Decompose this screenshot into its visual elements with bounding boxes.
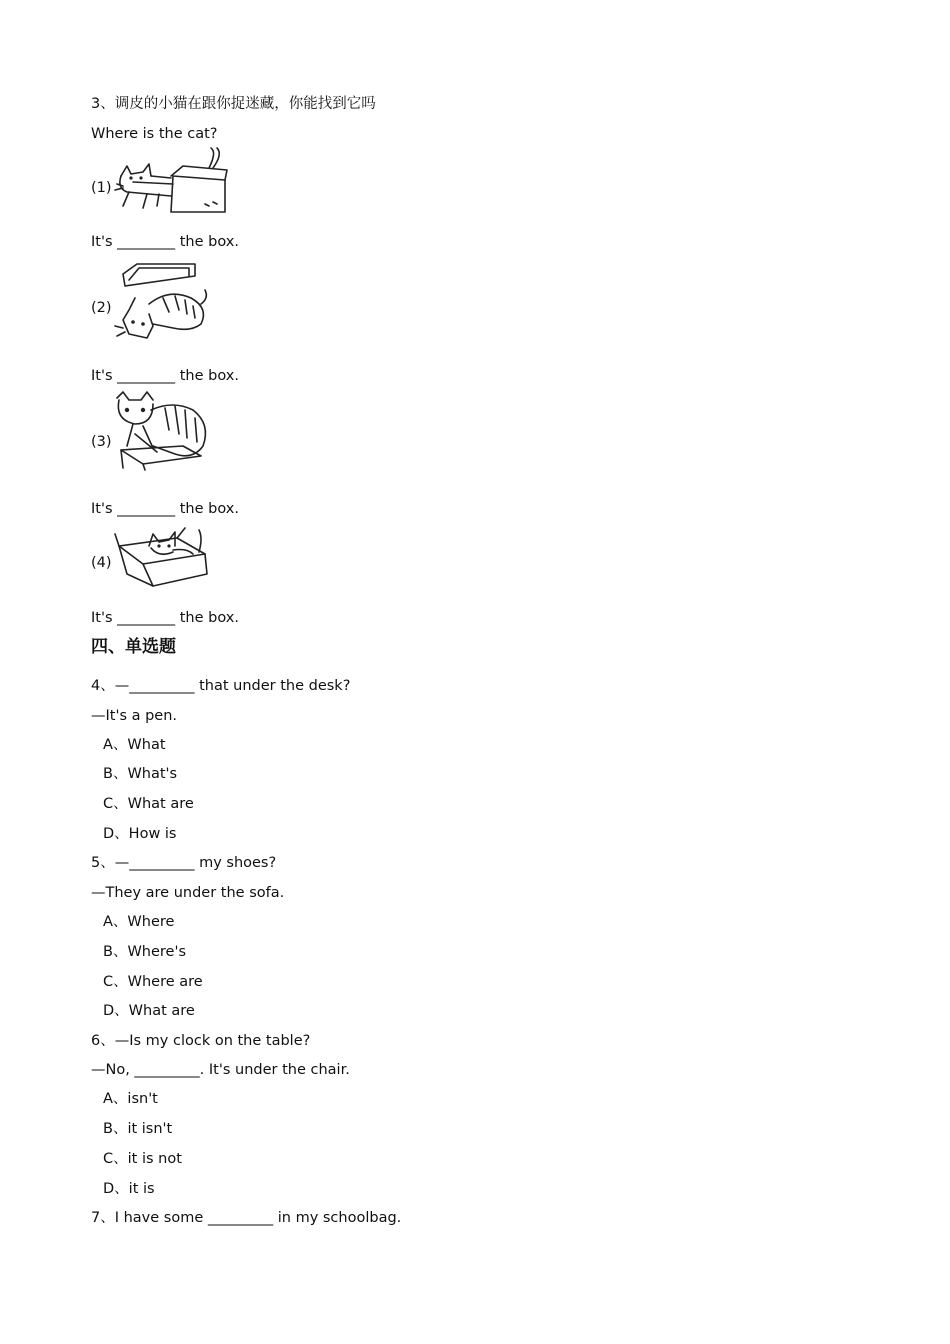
q5-stem: 5、—_________ my shoes? — [91, 855, 277, 871]
q3-item-2-sentence: It's ________ the box. — [91, 368, 239, 384]
q4-option-d[interactable]: D、How is — [103, 826, 177, 842]
q6-answer: —No, _________. It's under the chair. — [91, 1062, 350, 1078]
q5-option-d[interactable]: D、What are — [103, 1003, 195, 1019]
q5-option-c[interactable]: C、Where are — [103, 974, 203, 990]
q3-item-4-sentence: It's ________ the box. — [91, 610, 239, 626]
q7-stem: 7、I have some _________ in my schoolbag. — [91, 1210, 402, 1226]
q3-question: Where is the cat? — [91, 126, 218, 142]
cat-under-box-picture — [113, 258, 213, 346]
q6-option-a[interactable]: A、isn't — [103, 1091, 158, 1107]
section-heading: 四、单选题 — [91, 637, 176, 657]
cat-on-box-picture — [113, 390, 213, 472]
q6-stem: 6、—Is my clock on the table? — [91, 1033, 311, 1049]
q5-option-b[interactable]: B、Where's — [103, 944, 186, 960]
cat-in-box-picture — [113, 524, 213, 590]
q4-answer: —It's a pen. — [91, 708, 178, 724]
q5-answer: —They are under the sofa. — [91, 885, 285, 901]
item-label: (3) — [91, 434, 112, 450]
q3-title: 3、调皮的小猫在跟你捉迷藏，你能找到它吗 — [91, 96, 376, 112]
q6-option-b[interactable]: B、it isn't — [103, 1121, 173, 1137]
q4-stem: 4、—_________ that under the desk? — [91, 678, 351, 694]
item-label: (1) — [91, 180, 112, 196]
q3-item-1-sentence: It's ________ the box. — [91, 234, 239, 250]
q5-option-a[interactable]: A、Where — [103, 914, 175, 930]
q4-option-b[interactable]: B、What's — [103, 766, 178, 782]
q4-option-c[interactable]: C、What are — [103, 796, 194, 812]
q6-option-c[interactable]: C、it is not — [103, 1151, 182, 1167]
item-label: (2) — [91, 300, 112, 316]
item-label: (4) — [91, 555, 112, 571]
q4-option-a[interactable]: A、What — [103, 737, 166, 753]
cat-beside-box-picture — [113, 146, 231, 218]
q3-item-3-sentence: It's ________ the box. — [91, 501, 239, 517]
q6-option-d[interactable]: D、it is — [103, 1181, 155, 1197]
